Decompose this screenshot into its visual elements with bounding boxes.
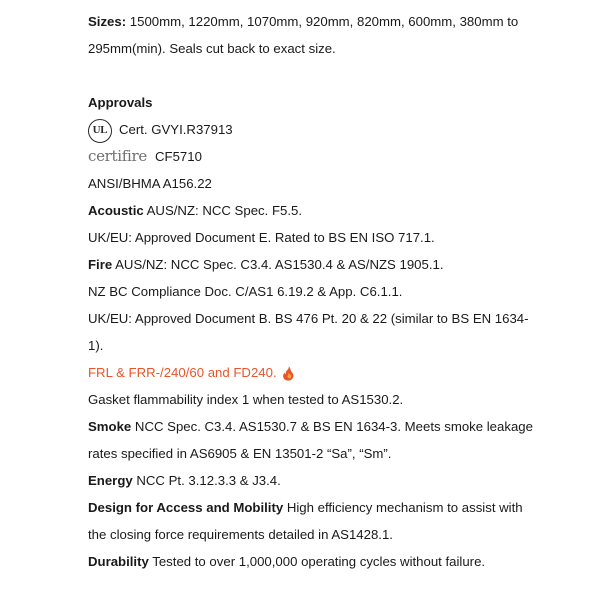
design-access-mobility-line <box>88 494 538 548</box>
nzbc-line: NZ BC Compliance Doc. C/AS1 6.19.2 & App. C6.1.1. <box>88 284 403 299</box>
acoustic-label: Acoustic <box>88 203 144 218</box>
design-access-mobility-label: Design for Access and Mobility <box>88 500 284 515</box>
fire-line <box>88 251 538 278</box>
energy-line <box>88 467 538 494</box>
section-spacer <box>88 62 538 89</box>
sizes-text: 1500mm, 1220mm, 1070mm, 920mm, 820mm, 600mm, 380mm to 295mm(min). Seals cut back to exact size. <box>88 14 519 56</box>
acoustic-text: AUS/NZ: NCC Spec. F5.5. <box>143 203 302 218</box>
energy-text: NCC Pt. 3.12.3.3 & J3.4. <box>132 473 281 488</box>
smoke-text: NCC Spec. C3.4. AS1530.7 & BS EN 1634-3. Meets smoke leakage rates specified in AS6905 & EN 13501-2 “Sa”, “Sm”. <box>88 419 533 461</box>
durability-line <box>88 548 538 575</box>
ul-logo-icon <box>88 119 112 143</box>
approvals-heading: Approvals <box>88 95 153 110</box>
fire-label: Fire <box>88 257 113 272</box>
acoustic-line <box>88 197 538 224</box>
design-access-mobility-text: High efficiency mechanism to assist with the closing force requirements detailed in AS1428.1. <box>88 500 523 542</box>
smoke-label: Smoke <box>88 419 132 434</box>
smoke-line <box>88 413 538 467</box>
ul-approval-row <box>88 116 538 143</box>
certifire-logo: certifire <box>88 147 147 165</box>
certifire-approval-row <box>88 143 538 170</box>
frl-text: FRL & FRR-/240/60 and FD240. <box>88 365 277 380</box>
certifire-cert-text: CF5710 <box>154 149 202 164</box>
flame-icon <box>282 366 295 381</box>
fire-uk-line: UK/EU: Approved Document B. BS 476 Pt. 20 & 22 (similar to BS EN 1634-1). <box>88 311 529 353</box>
sizes-paragraph <box>88 8 538 62</box>
durability-text: Tested to over 1,000,000 operating cycles without failure. <box>148 554 486 569</box>
gasket-line: Gasket flammability index 1 when tested to AS1530.2. <box>88 392 404 407</box>
acoustic-uk-line: UK/EU: Approved Document E. Rated to BS EN ISO 717.1. <box>88 230 435 245</box>
sizes-label: Sizes: <box>88 14 127 29</box>
durability-label: Durability <box>88 554 149 569</box>
fire-text: AUS/NZ: NCC Spec. C3.4. AS1530.4 & AS/NZS 1905.1. <box>112 257 444 272</box>
ul-cert-text: Cert. GVYI.R37913 <box>119 122 233 137</box>
frl-line <box>88 359 538 386</box>
energy-label: Energy <box>88 473 133 488</box>
ul-logo-text: UL <box>92 124 108 136</box>
ansi-line: ANSI/BHMA A156.22 <box>88 176 212 191</box>
